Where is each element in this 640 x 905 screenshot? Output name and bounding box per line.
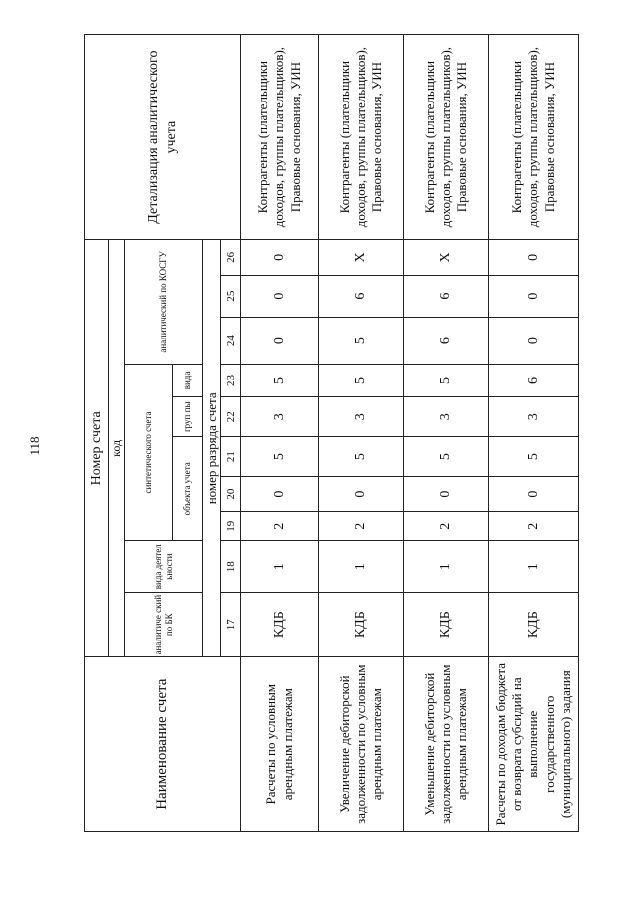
header-account-object: объекта учета <box>173 437 203 541</box>
row-detail: Контрагенты (плательщики доходов, группы плательщиков), Правовые основания, УИН <box>404 35 489 240</box>
row-value: 0 <box>489 240 579 275</box>
row-value: 3 <box>319 397 404 437</box>
row-value: КДБ <box>489 592 579 656</box>
table-row <box>241 35 319 832</box>
header-kind: вида <box>173 364 203 397</box>
row-value: 0 <box>241 317 319 364</box>
row-value: 6 <box>489 364 579 397</box>
header-account-number: Номер счета <box>85 240 109 657</box>
row-value: 2 <box>241 512 319 541</box>
row-account-name: Расчеты по доходам бюджета от возврата субсидий на выполнение государственного (муниципального) задания <box>489 657 579 832</box>
row-value: 6 <box>404 275 489 317</box>
row-value: 5 <box>319 364 404 397</box>
row-value: 0 <box>489 275 579 317</box>
page-number: 118 <box>27 436 42 456</box>
accounts-table <box>84 34 579 832</box>
header-account-name: Наименование счета <box>85 657 241 832</box>
column-number: 19 <box>221 512 241 541</box>
column-number: 24 <box>221 317 241 364</box>
header-synthetic: синтетического счета <box>125 364 173 541</box>
table-row <box>489 35 579 832</box>
header-digit-number: номер разряда счета <box>203 240 221 657</box>
header-group: груп пы <box>173 397 203 437</box>
row-value: 3 <box>241 397 319 437</box>
row-value: 0 <box>319 477 404 512</box>
row-value: 1 <box>404 541 489 593</box>
rotated-table-wrapper <box>84 34 573 832</box>
header-code: код <box>109 240 125 657</box>
row-value: 1 <box>241 541 319 593</box>
row-value: КДБ <box>241 592 319 656</box>
column-number: 25 <box>221 275 241 317</box>
row-account-name: Расчеты по условным арендным платежам <box>241 657 319 832</box>
table-row <box>404 35 489 832</box>
column-number: 18 <box>221 541 241 593</box>
column-number: 20 <box>221 477 241 512</box>
row-value: КДБ <box>319 592 404 656</box>
row-detail: Контрагенты (плательщики доходов, группы плательщиков), Правовые основания, УИН <box>319 35 404 240</box>
header-analytic-bk: аналитиче ский по БК <box>125 592 203 656</box>
row-value: 3 <box>404 397 489 437</box>
row-value: X <box>319 240 404 275</box>
row-value: 2 <box>404 512 489 541</box>
row-value: 0 <box>489 317 579 364</box>
row-value: X <box>404 240 489 275</box>
row-value: 5 <box>241 437 319 477</box>
header-detail: Детализация аналитического учета <box>85 35 241 240</box>
row-account-name: Уменьшение дебиторской задолженности по условным арендным платежам <box>404 657 489 832</box>
row-value: 0 <box>241 275 319 317</box>
row-value: 5 <box>489 437 579 477</box>
row-value: 5 <box>319 437 404 477</box>
row-value: 3 <box>489 397 579 437</box>
column-number: 26 <box>221 240 241 275</box>
header-analytic-kosgu: аналитический по КОСГУ <box>125 240 203 364</box>
row-value: 0 <box>241 240 319 275</box>
row-value: 0 <box>404 477 489 512</box>
row-value: 6 <box>404 317 489 364</box>
row-value: 0 <box>241 477 319 512</box>
row-value: 2 <box>489 512 579 541</box>
row-detail: Контрагенты (плательщики доходов, группы плательщиков), Правовые основания, УИН <box>241 35 319 240</box>
column-number: 22 <box>221 397 241 437</box>
row-detail: Контрагенты (плательщики доходов, группы плательщиков), Правовые основания, УИН <box>489 35 579 240</box>
header-activity-type: вида деятел ьности <box>125 541 203 593</box>
row-value: 5 <box>404 364 489 397</box>
column-number: 21 <box>221 437 241 477</box>
row-value: 6 <box>319 275 404 317</box>
column-number: 17 <box>221 592 241 656</box>
column-number: 23 <box>221 364 241 397</box>
row-value: 1 <box>489 541 579 593</box>
row-value: 1 <box>319 541 404 593</box>
row-account-name: Увеличение дебиторской задолженности по условным арендным платежам <box>319 657 404 832</box>
table-row <box>319 35 404 832</box>
row-value: 2 <box>319 512 404 541</box>
row-value: КДБ <box>404 592 489 656</box>
row-value: 0 <box>489 477 579 512</box>
row-value: 5 <box>404 437 489 477</box>
row-value: 5 <box>241 364 319 397</box>
row-value: 5 <box>319 317 404 364</box>
